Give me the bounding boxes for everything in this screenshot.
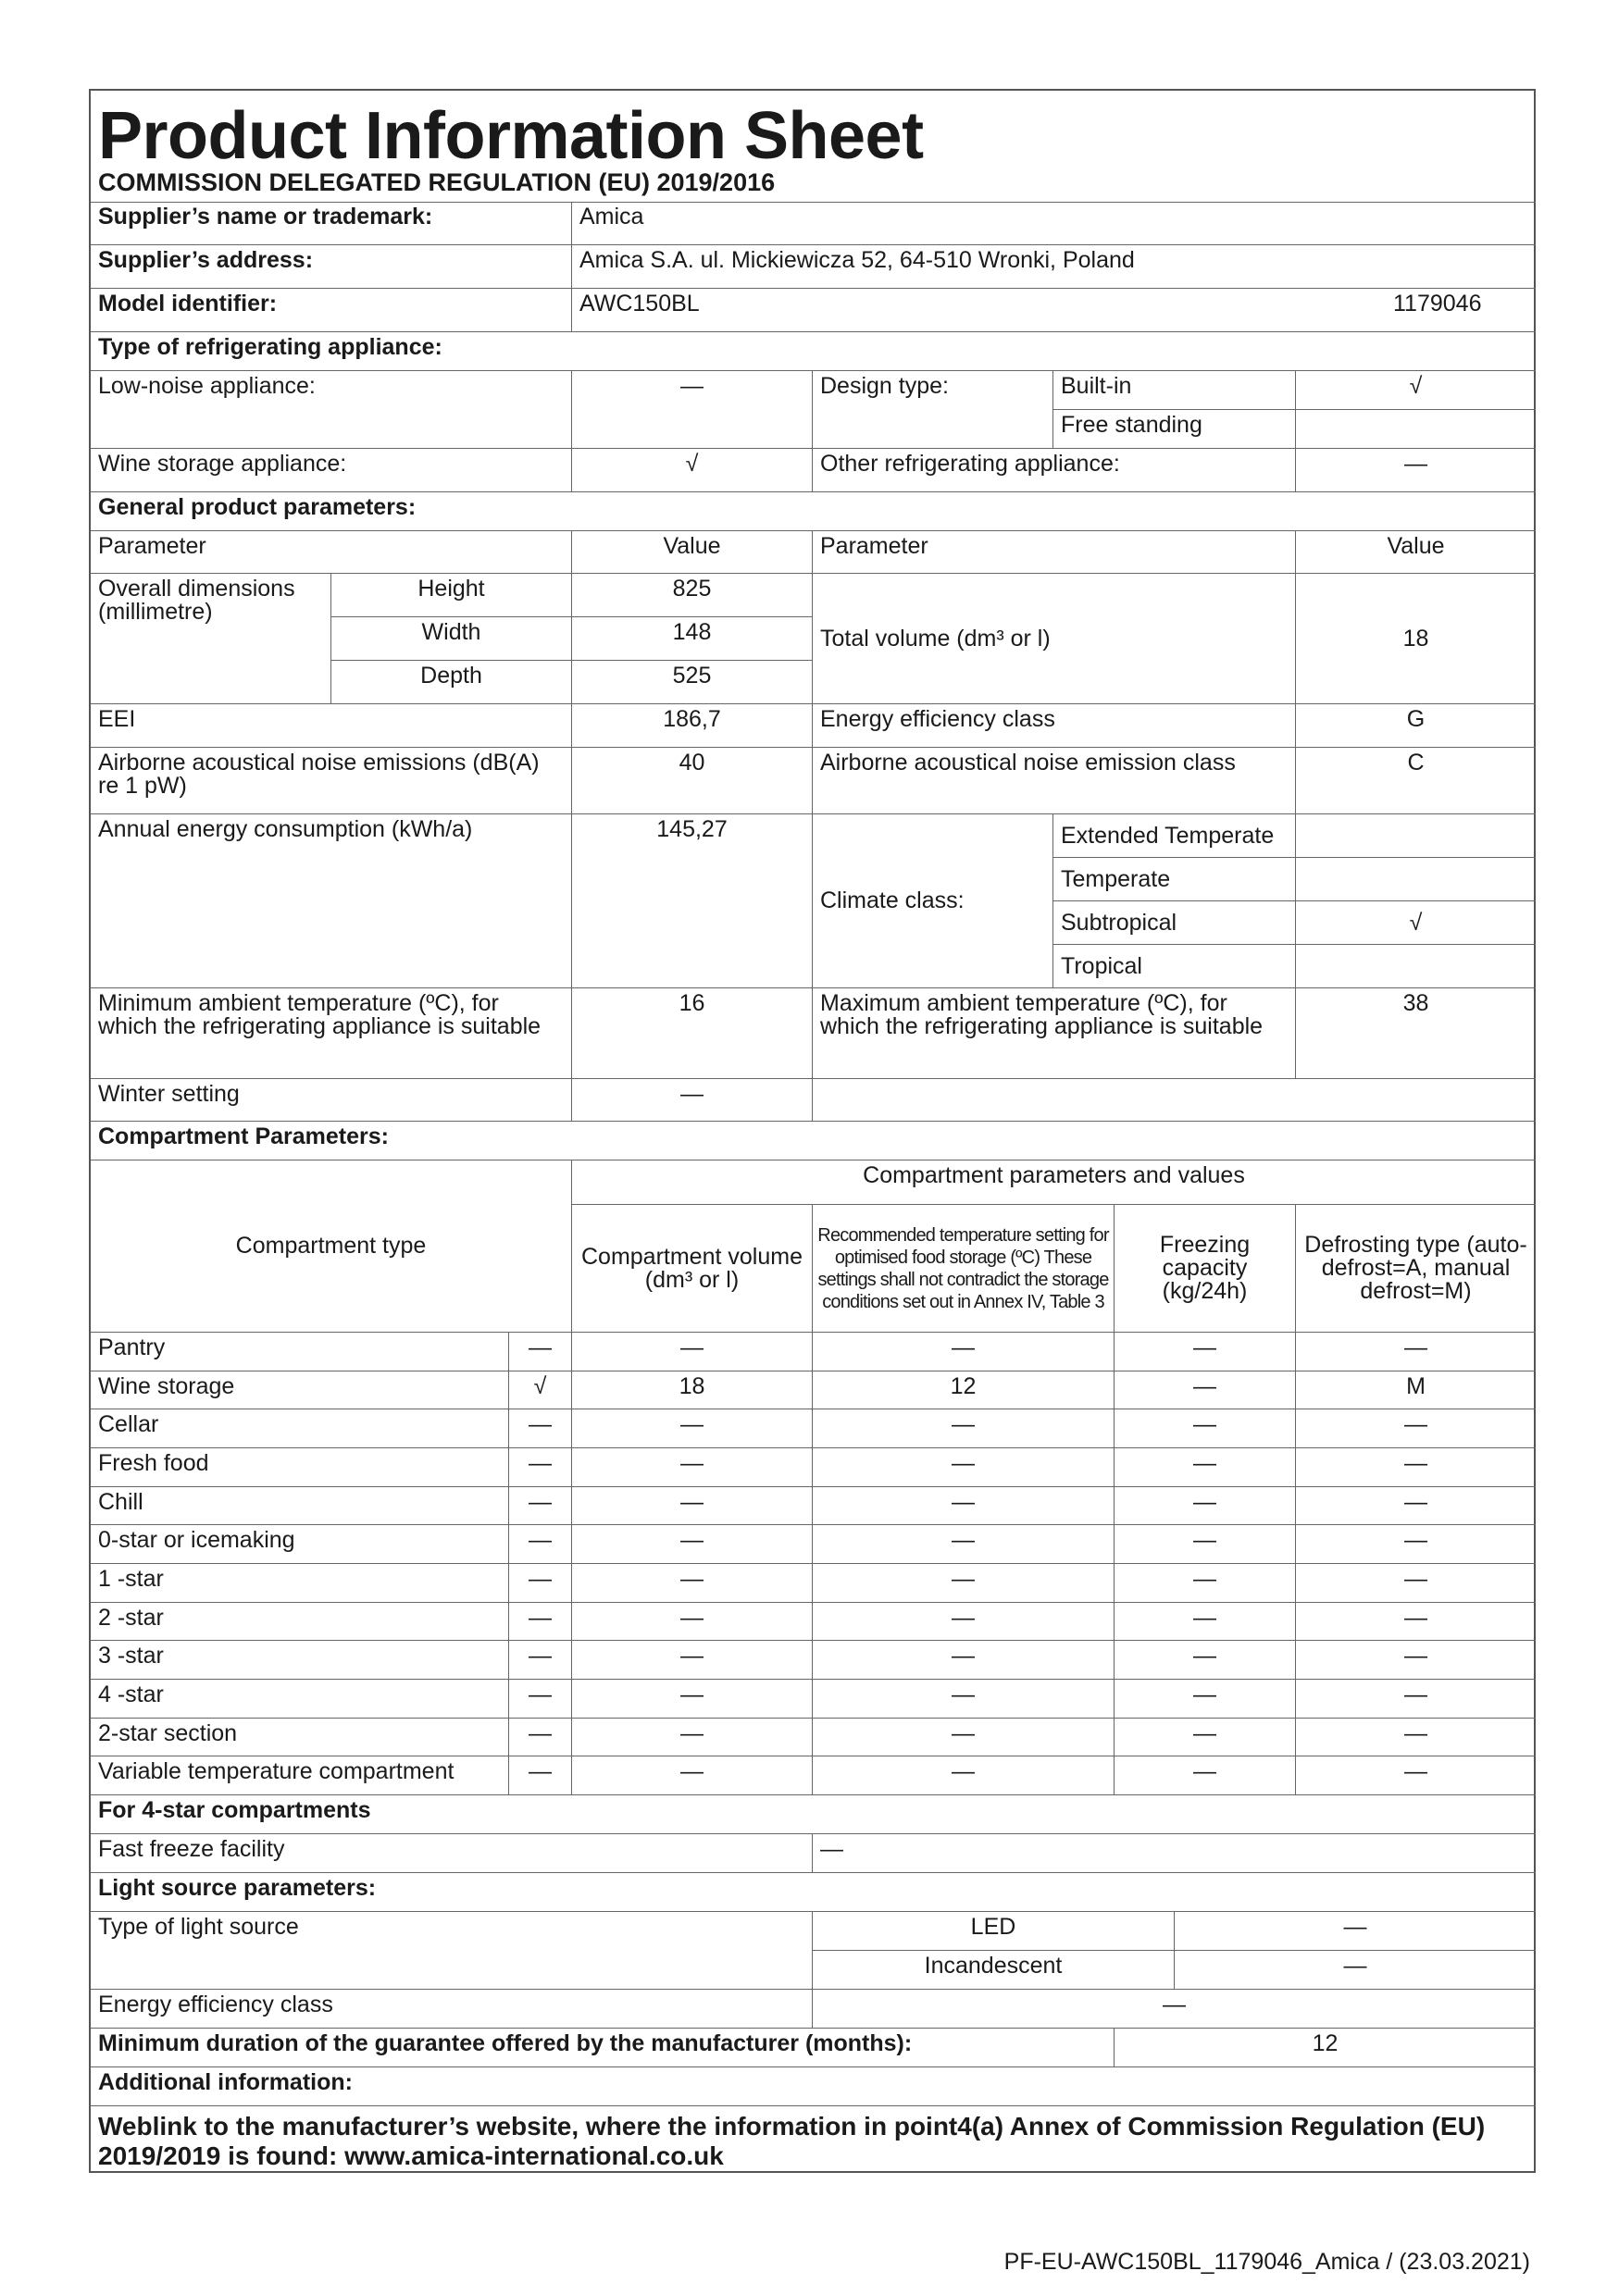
compartment-defrost: — [1296,1603,1536,1642]
climate-extended-label: Extended Temperate [1053,814,1296,858]
compartment-freezing: — [1115,1333,1296,1371]
compartment-temp: — [813,1333,1115,1371]
incandescent-value: — [1175,1951,1536,1990]
built-in-label: Built-in [1053,371,1296,410]
fast-freeze-value: — [813,1834,1536,1873]
volume-header: Compartment volume (dm³ or l) [572,1205,813,1333]
other-appliance-value: — [1296,449,1536,492]
general-heading: General product parameters: [91,492,1536,531]
winter-label: Winter setting [91,1079,572,1122]
compartment-heading: Compartment Parameters: [91,1122,1536,1160]
noise-label: Airborne acoustical noise emissions (dB(A) re 1 pW) [91,748,572,814]
depth-value: 525 [572,661,813,704]
compartment-present: — [509,1487,572,1526]
energy-class-label: Energy efficiency class [813,704,1296,748]
total-volume-value: 18 [1296,574,1536,704]
compartment-group-header: Compartment parameters and values [572,1160,1536,1205]
model-label: Model identifier: [91,289,572,332]
compartment-volume: — [572,1603,813,1642]
compartment-name: Variable temperature compartment [91,1756,509,1795]
total-volume-label: Total volume (dm³ or l) [813,574,1296,704]
compartment-volume: — [572,1680,813,1719]
noise-class-value: C [1296,748,1536,814]
width-value: 148 [572,617,813,661]
wine-storage-value: √ [572,449,813,492]
compartment-name: 1 -star [91,1564,509,1603]
compartment-volume: — [572,1564,813,1603]
product-information-sheet [89,89,1536,2173]
compartment-present: — [509,1756,572,1795]
compartment-name: 4 -star [91,1680,509,1719]
page-title: Product Information Sheet [98,99,924,173]
eei-value: 186,7 [572,704,813,748]
compartment-name: Chill [91,1487,509,1526]
low-noise-label: Low-noise appliance: [91,371,572,449]
width-label: Width [331,617,572,661]
compartment-defrost: — [1296,1448,1536,1487]
compartment-defrost: — [1296,1756,1536,1795]
climate-temperate-value [1296,858,1536,901]
guarantee-value: 12 [1115,2029,1536,2067]
climate-subtropical-value: √ [1296,901,1536,945]
compartment-defrost: — [1296,1641,1536,1680]
compartment-volume: — [572,1719,813,1757]
compartment-freezing: — [1115,1371,1296,1410]
free-standing-label: Free standing [1053,410,1296,449]
defrost-header: Defrosting type (auto-defrost=A, manual defrost=M) [1296,1205,1536,1333]
compartment-freezing: — [1115,1680,1296,1719]
supplier-address-label: Supplier’s address: [91,245,572,289]
supplier-name-label: Supplier’s name or trademark: [91,202,572,245]
dimensions-label: Overall dimensions (millimetre) [91,574,331,704]
guarantee-label: Minimum duration of the guarantee offered by the manufacturer (months): [91,2029,1115,2067]
compartment-defrost: — [1296,1487,1536,1526]
compartment-defrost: — [1296,1409,1536,1448]
compartment-defrost: — [1296,1564,1536,1603]
compartment-volume: — [572,1641,813,1680]
compartment-defrost: — [1296,1525,1536,1564]
supplier-name: Amica [572,202,1536,245]
compartment-defrost: — [1296,1680,1536,1719]
compartment-name: Pantry [91,1333,509,1371]
compartment-type-header: Compartment type [91,1160,572,1333]
climate-tropical-value [1296,945,1536,988]
compartment-volume: — [572,1525,813,1564]
freezing-header: Freezing capacity (kg/24h) [1115,1205,1296,1333]
other-appliance-label: Other refrigerating appliance: [813,449,1296,492]
value-header-2: Value [1296,531,1536,574]
compartment-volume: — [572,1487,813,1526]
compartment-defrost: M [1296,1371,1536,1410]
compartment-present: — [509,1448,572,1487]
compartment-present: √ [509,1371,572,1410]
min-temp-value: 16 [572,988,813,1079]
compartment-freezing: — [1115,1719,1296,1757]
compartment-name: 0-star or icemaking [91,1525,509,1564]
light-energy-class-label: Energy efficiency class [91,1990,813,2029]
temp-header: Recommended temperature setting for optimised food storage (ºC) These settings shall not contradict the storage conditions set out in Annex IV, Table 3 [813,1205,1115,1333]
min-temp-label: Minimum ambient temperature (ºC), for which the refrigerating appliance is suitable [91,988,572,1079]
compartment-temp: 12 [813,1371,1115,1410]
compartment-volume: — [572,1409,813,1448]
compartment-freezing: — [1115,1641,1296,1680]
compartment-temp: — [813,1719,1115,1757]
compartment-volume: 18 [572,1371,813,1410]
compartment-present: — [509,1564,572,1603]
param-header-2: Parameter [813,531,1296,574]
fast-freeze-label: Fast freeze facility [91,1834,813,1873]
compartment-volume: — [572,1333,813,1371]
compartment-present: — [509,1333,572,1371]
compartment-freezing: — [1115,1564,1296,1603]
noise-value: 40 [572,748,813,814]
compartment-volume: — [572,1756,813,1795]
compartment-name: Fresh food [91,1448,509,1487]
climate-extended-value [1296,814,1536,858]
compartment-temp: — [813,1641,1115,1680]
compartment-name: Wine storage [91,1371,509,1410]
compartment-temp: — [813,1564,1115,1603]
compartment-present: — [509,1641,572,1680]
compartment-freezing: — [1115,1448,1296,1487]
light-energy-class-value: — [813,1990,1536,2029]
low-noise-value: — [572,371,813,449]
compartment-defrost: — [1296,1333,1536,1371]
max-temp-label: Maximum ambient temperature (ºC), for which the refrigerating appliance is suitable [813,988,1296,1079]
compartment-freezing: — [1115,1525,1296,1564]
compartment-volume: — [572,1448,813,1487]
compartment-present: — [509,1525,572,1564]
compartment-name: Cellar [91,1409,509,1448]
height-label: Height [331,574,572,617]
compartment-freezing: — [1115,1756,1296,1795]
light-type-label: Type of light source [91,1912,813,1990]
four-star-heading: For 4-star compartments [91,1795,1536,1834]
energy-class-value: G [1296,704,1536,748]
model-identifier: AWC150BL [572,289,813,332]
climate-tropical-label: Tropical [1053,945,1296,988]
compartment-temp: — [813,1603,1115,1642]
light-heading: Light source parameters: [91,1873,1536,1912]
climate-temperate-label: Temperate [1053,858,1296,901]
compartment-temp: — [813,1487,1115,1526]
led-value: — [1175,1912,1536,1951]
climate-subtropical-label: Subtropical [1053,901,1296,945]
depth-label: Depth [331,661,572,704]
compartment-name: 2 -star [91,1603,509,1642]
design-type-label: Design type: [813,371,1053,449]
eei-label: EEI [91,704,572,748]
compartment-defrost: — [1296,1719,1536,1757]
annual-energy-value: 145,27 [572,814,813,988]
wine-storage-label: Wine storage appliance: [91,449,572,492]
compartment-freezing: — [1115,1487,1296,1526]
annual-energy-label: Annual energy consumption (kWh/a) [91,814,572,988]
free-standing-value [1296,410,1536,449]
param-header: Parameter [91,531,572,574]
incandescent-label: Incandescent [813,1951,1175,1990]
compartment-temp: — [813,1409,1115,1448]
height-value: 825 [572,574,813,617]
appliance-type-heading: Type of refrigerating appliance: [91,332,1536,371]
noise-class-label: Airborne acoustical noise emission class [813,748,1296,814]
model-code: 1179046 [813,289,1536,332]
compartment-name: 3 -star [91,1641,509,1680]
climate-class-label: Climate class: [813,814,1053,988]
weblink-text: Weblink to the manufacturer’s website, where the information in point4(a) Annex of Commission Regulation (EU) 2019/2019 is found: www.amica-international.co.uk [98,2112,1486,2170]
winter-value: — [572,1079,813,1122]
value-header: Value [572,531,813,574]
compartment-freezing: — [1115,1603,1296,1642]
additional-heading: Additional information: [91,2067,1536,2106]
compartment-present: — [509,1603,572,1642]
compartment-present: — [509,1409,572,1448]
document-footer: PF-EU-AWC150BL_1179046_Amica / (23.03.2021) [1003,2249,1530,2275]
supplier-address: Amica S.A. ul. Mickiewicza 52, 64-510 Wronki, Poland [572,245,1536,289]
compartment-present: — [509,1719,572,1757]
built-in-value: √ [1296,371,1536,410]
regulation-subtitle: COMMISSION DELEGATED REGULATION (EU) 2019/2016 [98,168,776,196]
compartment-temp: — [813,1680,1115,1719]
compartment-freezing: — [1115,1409,1296,1448]
compartment-temp: — [813,1448,1115,1487]
compartment-temp: — [813,1756,1115,1795]
compartment-temp: — [813,1525,1115,1564]
compartment-present: — [509,1680,572,1719]
winter-empty [813,1079,1536,1122]
max-temp-value: 38 [1296,988,1536,1079]
led-label: LED [813,1912,1175,1951]
compartment-name: 2-star section [91,1719,509,1757]
